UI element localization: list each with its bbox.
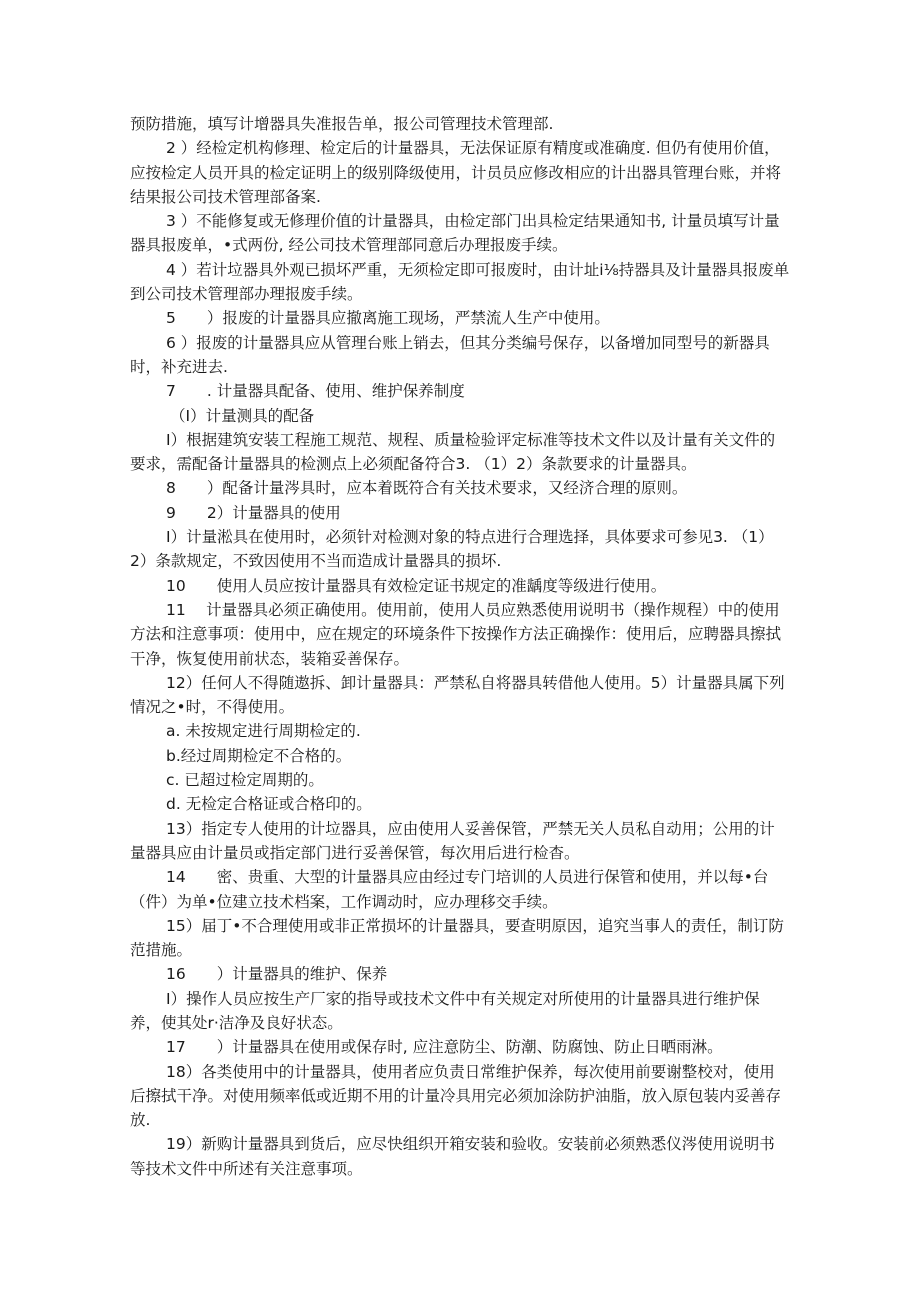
paragraph: 2 ）经检定机构修理、检定后的计量器具，无法保证原有精度或准确度. 但仍有使用价值，应按检定人员开具的检定证明上的级别降级使用，计员员应修改相应的计出器具管理台账，并将结果报公司技术管理部备案.: [130, 139, 782, 206]
paragraph: 11 计量器具必须正确使用。使用前，使用人员应熟悉使用说明书（操作规程）中的使用方法和注意事项：使用中，应在规定的环境条件下按操作方法正确操作：使用后，应聘器具擦拭干净，恢复使用前状态，装箱妥善保存。: [130, 600, 782, 668]
paragraph: 18）各类使用中的计量器具，使用者应负责日常维护保养，每次使用前要谢整校对，使用后擦拭干净。对使用频率低或近期不用的计量冷具用完必须加涂防护油脂，放入原包装内妥善存放.: [130, 1062, 782, 1130]
document-body: [130, 112, 790, 1181]
paragraph: 19）新购计量器具到货后，应尽快组织开箱安装和验收。安装前必须熟悉仪涔使用说明书等技术文件中所述有关注意事项。: [130, 1135, 775, 1178]
paragraph: 8 ）配备计量涔具时，应本着既符合有关技术要求，又经济合理的原则。: [166, 479, 688, 498]
paragraph: I）根据建筑安装工程施工规范、规程、质量检验评定标准等技术文件以及计量有关文件的要求，需配备计量器具的检测点上必须配备符合3. （1）2）条款要求的计量器具。: [130, 430, 776, 474]
paragraph: 14 密、贵重、大型的计量器具应由经过专门培训的人员进行保管和使用，并以每•台（件）为单•位建立技术档案，工作调动时，应办理移交手续。: [130, 868, 769, 911]
paragraph: I）计量淞具在使用时，必须针对检测对象的特点进行合理选择，具体要求可参见3. （1）2）条款规定，不致因使用不当而造成计量器具的损坏.: [130, 528, 774, 571]
paragraph: 13）指定专人使用的计垃器具，应由使用人妥善保管，严禁无关人员私自动用；公用的计量器具应由计量员或指定部门进行妥善保管，每次用后进行检杳。: [130, 819, 775, 862]
paragraph: 4 ）若计垃器具外观已损坏严重，无须检定即可报废时，由计址i⅛持器具及计量器具报废单到公司技术管理部办理报废手续。: [130, 260, 790, 304]
paragraph: 6 ）报废的计量器具应从管理台账上销去，但其分类编号保存，以备增加同型号的新器具时，补充进去.: [130, 333, 770, 376]
subsection-heading: 9 2）计量器具的使用: [166, 503, 341, 522]
paragraph: I）操作人员应按生产厂家的指导或技术文件中有关规定对所使用的计量器具进行维护保养，使其处r·洁净及良好状态。: [130, 989, 760, 1032]
subsection-heading: 16 ）计量器具的维护、保养: [166, 965, 388, 984]
paragraph: 5 ）报废的计量器具应撤离施工现场，严禁流人生产中使用。: [166, 309, 610, 328]
subsection-heading: （I）计量测具的配备: [170, 406, 315, 425]
paragraph: 3 ）不能修复或无修理价值的计量器具，由检定部门出具检定结果通知书, 计量员填写计量器具报废单，•式两份, 经公司技术管理部同意后办理报废手续。: [130, 212, 780, 255]
paragraph: 17 ）计量器具在使用或保存时, 应注意防尘、防潮、防腐蚀、防止日晒雨淋。: [166, 1038, 723, 1057]
section-heading: 7 . 计量器具配备、使用、维护保养制度: [166, 382, 465, 401]
paragraph: 10 使用人员应按计量器具有效检定证书规定的准龋度等级进行使用。: [166, 576, 667, 595]
list-item: b.经过周期检定不合格的。: [166, 746, 352, 765]
list-item: a. 未按规定进行周期检定的.: [166, 722, 361, 741]
list-item: c. 已超过检定周期的。: [166, 771, 324, 790]
paragraph: 15）届丁•不合理使用或非正常损坏的计量器具，要查明原因，追究当事人的责任，制订防范措施。: [130, 916, 784, 960]
paragraph: 预防措施，填写计增器具失准报告单，报公司管理技术管理部.: [130, 115, 554, 133]
paragraph: 12）任何人不得随遨拆、卸计量器具：严禁私自将器具转借他人使用。5）计量器具属下列情况之•时，不得使用。: [130, 673, 785, 717]
list-item: d. 无检定合格证或合格印的。: [166, 795, 372, 814]
